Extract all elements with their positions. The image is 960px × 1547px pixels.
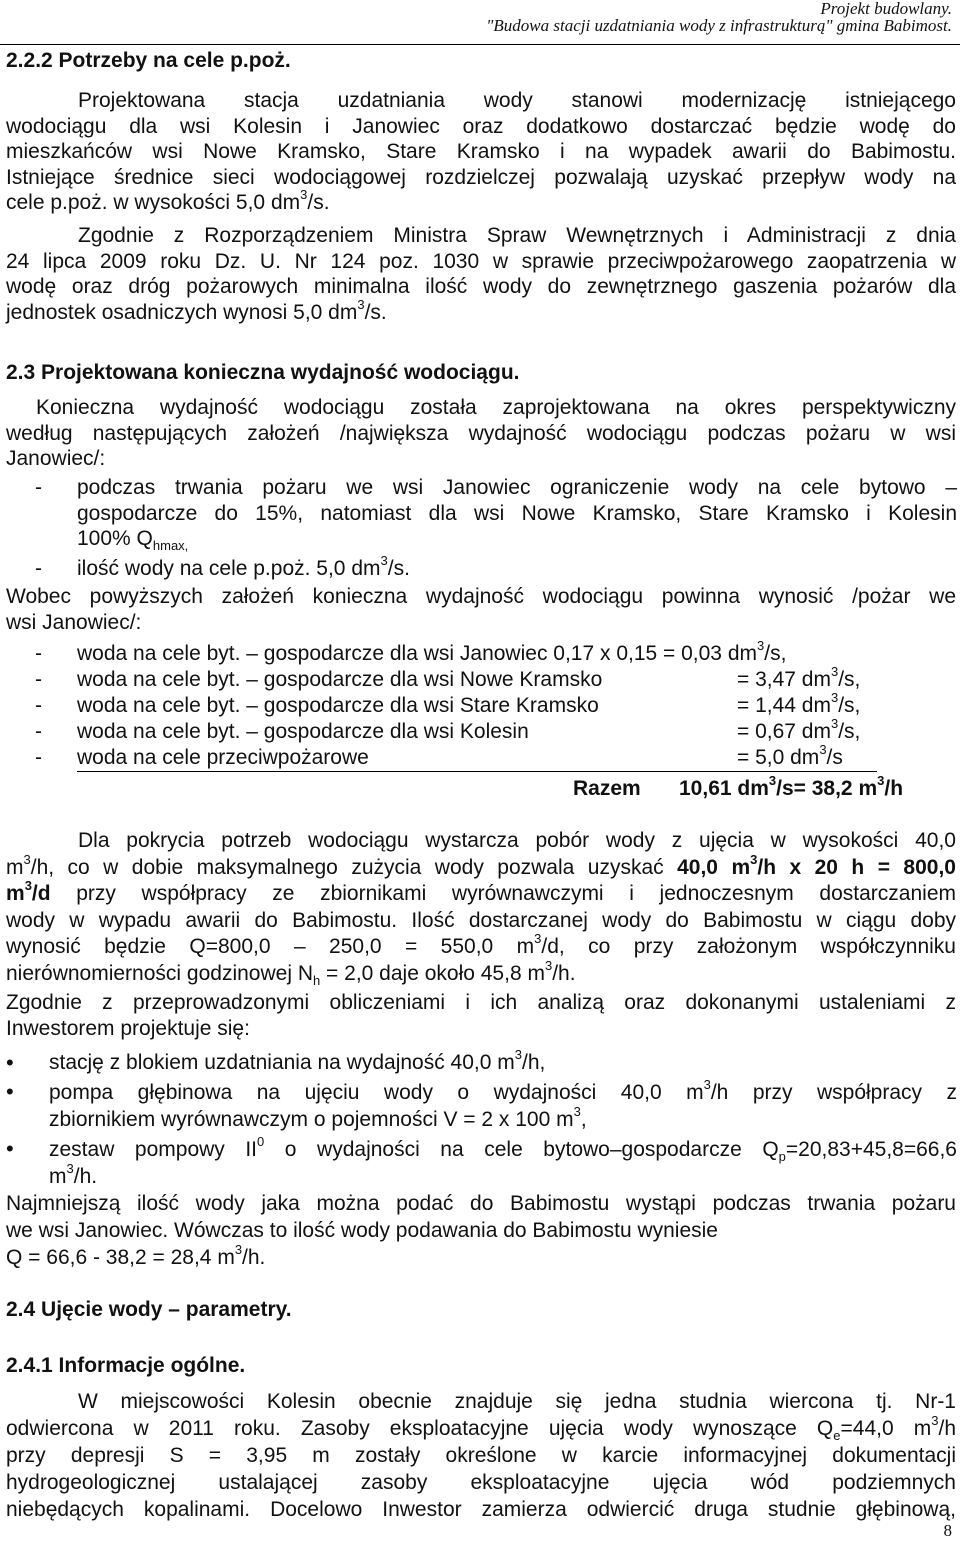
page-header: [252, 0, 952, 34]
calc-row-fire: woda na cele przeciwpożarowe: [77, 746, 369, 769]
header-rule: [0, 44, 960, 45]
list-item-limit: podczas trwania pożaru we wsi Janowiec ograniczenie wody na cele bytowo – gospodarcze do 15%, natomiast dla wsi Nowe Kramsko, Stare Kramsko i Kolesin 100% $Q_{hmax,}$: [77, 476, 957, 554]
bullet-item-station: stację z blokiem uzdatniania na wydajność 40,0 $m^3/h$,: [49, 1047, 546, 1074]
section-title-2-4: 2.4 Ujęcie wody – parametry.: [6, 1298, 292, 1321]
list-item-fire-water: ilość wody na cele p.poż. 5,0 $dm^3/s$.: [77, 553, 410, 580]
header-line-1: Projekt budowlany.: [820, 0, 952, 18]
paragraph-minimum: Najmniejszą ilość wody jaka można podać do Babimostu wystąpi podczas trwania pożaru we wsi Janowiec. Wówczas to ilość wody podawania do Babimostu wyniesie Q = 66,6 - 38,2 = 28,4 $m^3/h$.: [6, 1192, 956, 1269]
paragraph-regulation: Zgodnie z Rozporządzeniem Ministra Spraw Wewnętrznych i Administracji z dnia 24 lipca 2009 roku Dz. U. Nr 124 poz. 1030 w sprawie przeciwpożarowego zaopatrzenia w wodę oraz dróg pożarowych minimalna ilość wody do zewnętrznego gaszenia pożarów dla jednostek osadniczych wynosi 5,0 $dm^3/s$.: [6, 224, 956, 324]
paragraph-fire-needs: Projektowana stacja uzdatniania wody stanowi modernizację istniejącego wodociągu dla wsi Kolesin i Janowiec oraz dodatkowo dostarczać będzie wodę do mieszkańców wsi Nowe Kramsko, Stare Kramsko i na wypadek awarii do Babimostu. Istniejące średnice sieci wodociągowej rozdzielczej pozwalają uzyskać przepływ wody na cele p.poż. w wysokości 5,0 $dm^3/s$.: [6, 89, 956, 214]
section-title-2-4-1: 2.4.1 Informacje ogólne.: [6, 1354, 246, 1377]
calc-value-kolesin: = 0,67 $dm^3/s$,: [737, 716, 861, 743]
paragraph-capacity-intro: Konieczna wydajność wodociągu została zaprojektowana na okres perspektywiczny według następujących założeń /największa wydajność wodociągu podczas pożaru w wsi Janowiec/:: [6, 396, 956, 470]
calc-row-janowiec: woda na cele byt. – gospodarcze dla wsi Janowiec 0,17 x 0,15 = 0,03 $dm^3/s$,: [77, 638, 787, 665]
paragraph-supply: Dla pokrycia potrzeb wodociągu wystarcza pobór wody z ujęcia w wysokości 40,0 $m^3/h$, co w dobie maksymalnego zużycia wody pozwala uzyskać 40,0 $m^3/h$ x 20 h = 800,0 $m^3/d$ przy współpracy ze zbiornikami wyrównawczymi i jednoczesnym dostarczaniem wody w wypadu awarii do Babimostu. Ilość dostarczanej wody do Babimostu w ciągu doby wynosić będzie Q=800,0 – 250,0 = 550,0 $m^3/d$, co przy założonym współczynniku nierównomierności godzinowej $N_h = 2,0$ daje około 45,8 $m^3/h$.: [6, 829, 956, 988]
sum-label: Razem: [573, 777, 641, 800]
list-dash: -: [35, 746, 42, 769]
list-dash: -: [35, 557, 42, 580]
header-line-2: "Budowa stacji uzdatniania wody z infrastrukturą" gmina Babimost.: [486, 16, 952, 35]
bullet: •: [6, 1079, 14, 1104]
calc-value-stare-kramsko: = 1,44 $dm^3/s$,: [737, 690, 861, 717]
calc-row-stare-kramsko: woda na cele byt. – gospodarcze dla wsi Stare Kramsko: [77, 694, 599, 717]
list-dash: -: [35, 694, 42, 717]
list-dash: -: [35, 720, 42, 743]
paragraph-intake-info: W miejscowości Kolesin obecnie znajduje się jedna studnia wiercona tj. Nr-1 odwiercona w 2011 roku. Zasoby eksploatacyjne ujęcia wody wynoszące $Q_e=44,0$ $m^3/h$ przy depresji S = 3,95 m zostały określone w karcie informacyjnej dokumentacji hydrogeologicznej ustalającej zasoby eksploatacyjne ujęcia wód podziemnych niebędących kopalinami. Docelowo Inwestor zamierza odwiercić druga studnie głębinową,: [6, 1390, 956, 1521]
calc-row-nowe-kramsko: woda na cele byt. – gospodarcze dla wsi Nowe Kramsko: [77, 668, 603, 691]
section-title-2-2-2: 2.2.2 Potrzeby na cele p.poż.: [6, 49, 291, 72]
page-number: 8: [943, 1521, 952, 1540]
bullet: •: [6, 1136, 14, 1161]
sum-rule: [77, 771, 877, 772]
paragraph-wobec: Wobec powyższych założeń konieczna wydajność wodociągu powinna wynosić /pożar we wsi Janowiec/:: [6, 585, 956, 634]
calc-row-kolesin: woda na cele byt. – gospodarcze dla wsi Kolesin: [77, 720, 529, 743]
sum-value: 10,61 $dm^3/s= 38,2$ $m^3/h$: [679, 773, 904, 800]
bullet-item-pump: pompa głębinowa na ujęciu wody o wydajności 40,0 $m^3/h$ przy współpracy z zbiornikiem wyrównawczym o pojemności V = 2 x 100 $m^3$,: [49, 1077, 958, 1131]
calc-value-nowe-kramsko: = 3,47 $dm^3/s$,: [737, 664, 861, 691]
bullet: •: [6, 1050, 14, 1075]
calc-value-fire: = 5,0 $dm^3/s$: [737, 742, 843, 769]
list-dash: -: [35, 668, 42, 691]
bullet-item-pump-set: zestaw pompowy $II^0$ o wydajności na cele bytowo–gospodarcze $Q_p=20,83+45,8=66,6$ $m^3/h$.: [49, 1134, 957, 1188]
paragraph-design: Zgodnie z przeprowadzonymi obliczeniami i ich analizą oraz dokonanymi ustaleniami z Inwestorem projektuje się:: [6, 991, 956, 1040]
list-dash: -: [35, 476, 42, 499]
section-title-2-3: 2.3 Projektowana konieczna wydajność wodociągu.: [6, 361, 520, 384]
list-dash: -: [35, 642, 42, 665]
